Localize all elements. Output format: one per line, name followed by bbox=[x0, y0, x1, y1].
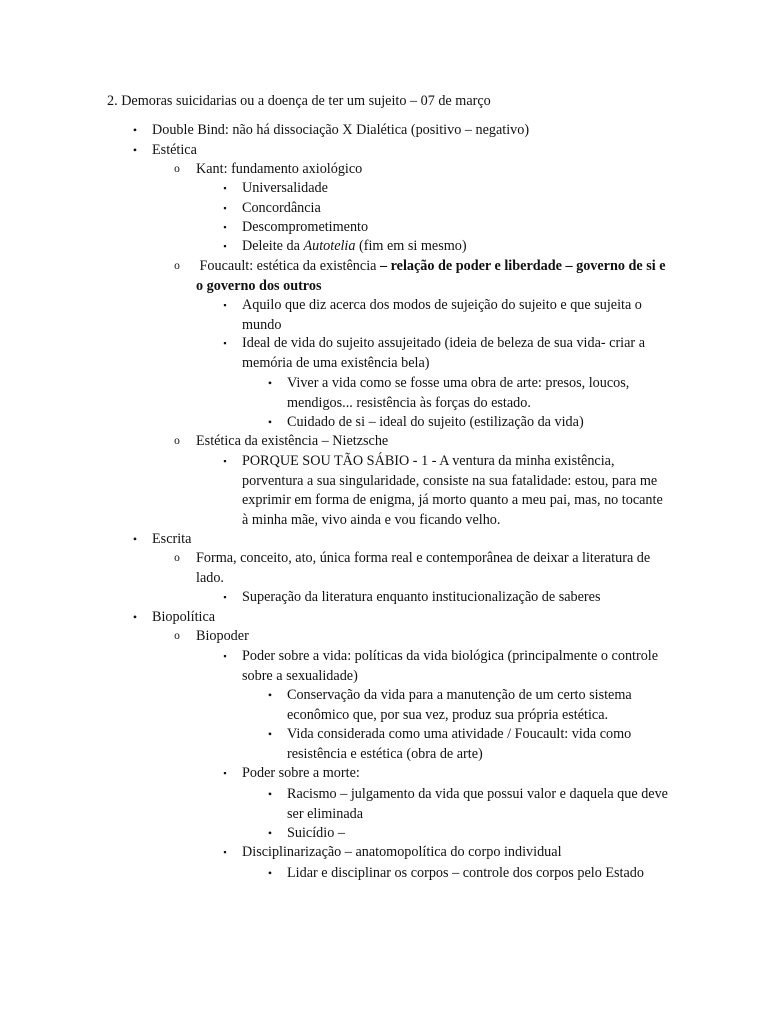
list-item-text: Descomprometimento bbox=[242, 219, 369, 235]
list-item-porque bbox=[223, 452, 668, 530]
list-item-text: Ideal de vida do sujeito assujeitado (ideia de beleza de sua vida- criar a memória de uma existência bela) bbox=[242, 335, 645, 371]
square-marker: ▪ bbox=[223, 300, 227, 310]
bullet-marker: • bbox=[132, 143, 138, 157]
foucault-bold: – relação de poder e liberdade – governo de si e o governo dos outros bbox=[196, 258, 666, 294]
list-item-text: Viver a vida como se fosse uma obra de arte: presos, loucos, mendigos... resistência às forças do estado. bbox=[287, 375, 630, 411]
list-item-text: Estética da existência – Nietzsche bbox=[196, 433, 389, 449]
list-item-text bbox=[242, 237, 668, 257]
deleite-italic: Autotelia bbox=[303, 238, 356, 254]
square-marker: ▪ bbox=[223, 222, 227, 232]
list-item-poder-morte bbox=[223, 764, 668, 784]
list-item-text: Aquilo que diz acerca dos modos de sujeição do sujeito e que sujeita o mundo bbox=[242, 297, 642, 333]
list-item-ideal bbox=[223, 334, 668, 373]
list-item-racismo bbox=[267, 785, 668, 824]
deleite-suffix: (fim em si mesmo) bbox=[355, 238, 467, 254]
bullet-marker: • bbox=[267, 415, 273, 429]
bullet-marker: • bbox=[267, 727, 273, 741]
square-marker: ▪ bbox=[223, 592, 227, 602]
list-item-text: Estética bbox=[152, 142, 197, 158]
list-item-text: Suicídio – bbox=[287, 825, 345, 841]
bullet-marker: • bbox=[132, 123, 138, 137]
square-marker: ▪ bbox=[223, 847, 227, 857]
list-item-text: Concordância bbox=[242, 200, 321, 216]
list-item-text: Cuidado de si – ideal do sujeito (estilização da vida) bbox=[287, 414, 584, 430]
bullet-marker: • bbox=[132, 610, 138, 624]
list-item-descomprometimento bbox=[223, 218, 668, 238]
list-item-nietzsche bbox=[174, 432, 668, 452]
list-item-forma bbox=[174, 549, 668, 588]
list-item-text: Disciplinarização – anatomopolítica do corpo individual bbox=[242, 844, 562, 860]
list-item-concordancia bbox=[223, 199, 668, 219]
bullet-marker: • bbox=[267, 866, 273, 880]
document-heading: 2. Demoras suicidarias ou a doença de ter um sujeito – 07 de março bbox=[107, 93, 491, 109]
square-marker: ▪ bbox=[223, 183, 227, 193]
square-marker: ▪ bbox=[223, 456, 227, 466]
list-item-escrita bbox=[132, 530, 672, 550]
list-item-deleite bbox=[223, 237, 668, 257]
circle-marker: o bbox=[174, 630, 180, 642]
list-item-text bbox=[196, 257, 668, 296]
square-marker: ▪ bbox=[223, 203, 227, 213]
list-item-vida-considerada bbox=[267, 725, 668, 764]
list-item-biopoder bbox=[174, 627, 668, 647]
square-marker: ▪ bbox=[223, 768, 227, 778]
bullet-marker: • bbox=[267, 376, 273, 390]
list-item-text: Racismo – julgamento da vida que possui valor e daquela que deve ser eliminada bbox=[287, 786, 668, 822]
list-item-poder-vida bbox=[223, 647, 668, 686]
list-item-text: Biopolítica bbox=[152, 609, 216, 625]
circle-marker: o bbox=[174, 435, 180, 447]
list-item-disciplinarizacao bbox=[223, 843, 668, 863]
list-item-text: Conservação da vida para a manutenção de um certo sistema econômico que, por sua vez, produz sua própria estética. bbox=[287, 687, 632, 723]
circle-marker: o bbox=[174, 260, 180, 272]
list-item-conservacao bbox=[267, 686, 668, 725]
list-item-aquilo bbox=[223, 296, 668, 335]
list-item-text: PORQUE SOU TÃO SÁBIO - 1 - A ventura da minha existência, porventura a sua singularidade, consiste na sua fatalidade: estou, para me exprimir em forma de enigma, já morto quanto a meu pai, mas, no tocante à minha mãe, vivo ainda e vou ficando velho. bbox=[242, 453, 663, 528]
list-item-suicidio bbox=[267, 824, 668, 844]
list-item-universalidade bbox=[223, 179, 668, 199]
list-item-kant bbox=[174, 160, 668, 180]
circle-marker: o bbox=[174, 552, 180, 564]
list-item-foucault bbox=[174, 257, 668, 296]
list-item-text: Forma, conceito, ato, única forma real e contemporânea de deixar a literatura de lado. bbox=[196, 550, 651, 586]
list-item-text: Vida considerada como uma atividade / Foucault: vida como resistência e estética (obra de arte) bbox=[287, 726, 632, 762]
list-item-text: Escrita bbox=[152, 531, 192, 547]
list-item-text: Poder sobre a morte: bbox=[242, 765, 360, 781]
circle-marker: o bbox=[174, 163, 180, 175]
bullet-marker: • bbox=[267, 688, 273, 702]
list-item-text: Biopoder bbox=[196, 628, 249, 644]
deleite-prefix: Deleite da bbox=[242, 238, 304, 254]
list-item-estetica bbox=[132, 141, 672, 161]
list-item-text: Double Bind: não há dissociação X Dialética (positivo – negativo) bbox=[152, 122, 530, 138]
square-marker: ▪ bbox=[223, 651, 227, 661]
bullet-marker: • bbox=[267, 787, 273, 801]
foucault-prefix: Foucault: estética da existência bbox=[199, 258, 380, 274]
bullet-marker: • bbox=[132, 532, 138, 546]
list-item-viver bbox=[267, 374, 668, 413]
list-item-text: Poder sobre a vida: políticas da vida biológica (principalmente o controle sobre a sexualidade) bbox=[242, 648, 659, 684]
bullet-marker: • bbox=[267, 826, 273, 840]
list-item-text: Superação da literatura enquanto institucionalização de saberes bbox=[242, 589, 601, 605]
list-item-text: Universalidade bbox=[242, 180, 328, 196]
square-marker: ▪ bbox=[223, 338, 227, 348]
list-item-superacao bbox=[223, 588, 668, 608]
square-marker: ▪ bbox=[223, 241, 227, 251]
list-item-cuidado bbox=[267, 413, 668, 433]
list-item-biopolitica bbox=[132, 608, 672, 628]
list-item-text: Lidar e disciplinar os corpos – controle dos corpos pelo Estado bbox=[287, 865, 644, 881]
list-item-text: Kant: fundamento axiológico bbox=[196, 161, 363, 177]
list-item-double-bind bbox=[132, 121, 672, 141]
list-item-lidar bbox=[267, 864, 668, 884]
